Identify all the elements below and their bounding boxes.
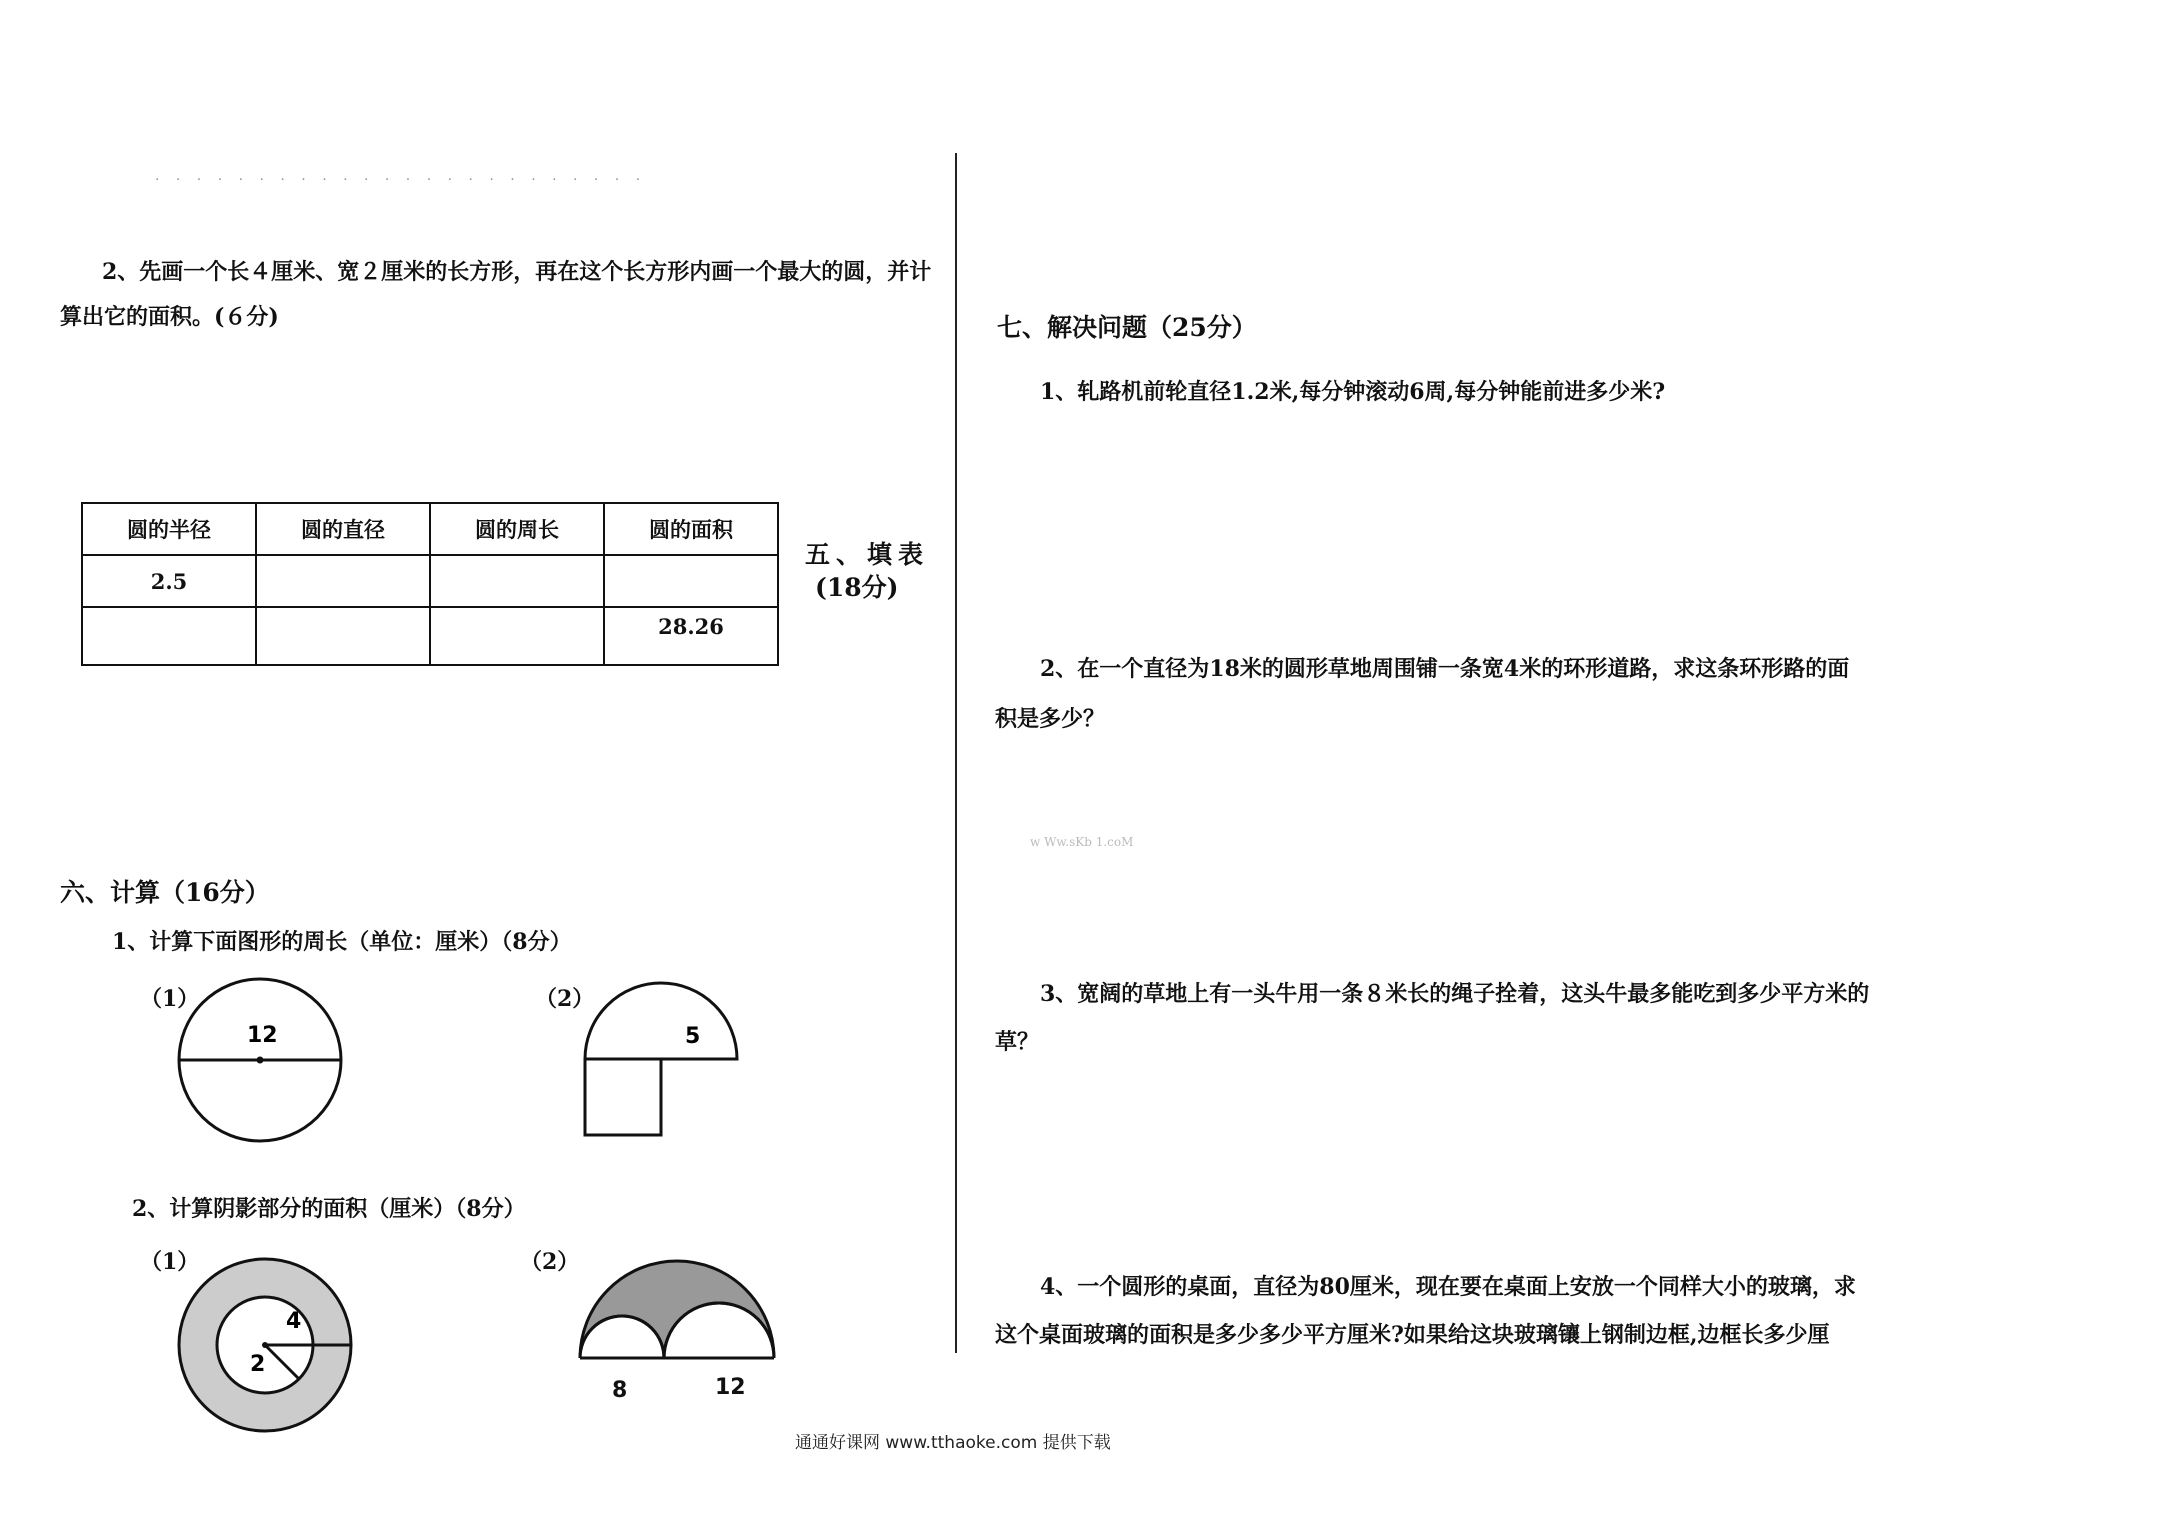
calc-2-title: 2、计算阴影部分的面积（厘米）（8分）	[132, 1196, 526, 1222]
center-dot	[257, 1057, 264, 1064]
problem-4-line-2: 这个桌面玻璃的面积是多少多少平方厘米?如果给这块玻璃镶上钢制边框,边框长多少厘	[995, 1322, 1830, 1348]
table-cell: 28.26	[604, 607, 778, 665]
dotted-line: . . . . . . . . . . . . . . . . . . . . . . . .	[155, 168, 647, 184]
table-cell	[430, 607, 604, 665]
section-5-points: (18分)	[815, 573, 899, 602]
table-header-cell: 圆的周长	[430, 503, 604, 555]
semicircles-figure	[575, 1252, 785, 1397]
table-cell: 2.5	[82, 555, 256, 607]
table-cell	[256, 555, 430, 607]
calc-1-fig-2-label: （2）	[535, 986, 595, 1012]
outer-radius-label: 4	[286, 1309, 302, 1334]
table-cell	[430, 555, 604, 607]
column-divider	[955, 153, 957, 1353]
diameter-label: 12	[247, 1023, 278, 1048]
problem-2-line-2: 积是多少？	[995, 706, 1106, 732]
semicircle-square-figure	[575, 968, 750, 1148]
problem-2-line-1: 2、在一个直径为18米的圆形草地周围铺一条宽4米的环形道路，求这条环形路的面	[1040, 656, 1850, 682]
calc-1-title: 1、计算下面图形的周长（单位：厘米）（8分）	[112, 929, 572, 955]
calc-2-fig-2-label: （2）	[520, 1249, 580, 1275]
table-row	[82, 607, 778, 665]
radius-label: 5	[685, 1024, 701, 1049]
table-cell	[256, 607, 430, 665]
table-cell	[604, 555, 778, 607]
problem-4-line-1: 4、一个圆形的桌面，直径为80厘米，现在要在桌面上安放一个同样大小的玻璃，求	[1040, 1274, 1856, 1300]
question-2-line-2: 算出它的面积。(６分)	[60, 304, 279, 330]
table-header-cell: 圆的半径	[82, 503, 256, 555]
section-5-title: 五、填表	[805, 540, 930, 569]
problem-3-line-2: 草？	[995, 1029, 1040, 1055]
circle-figure	[170, 965, 350, 1155]
section-6-title: 六、计算（16分）	[60, 878, 270, 907]
calc-1-fig-1-label: （1）	[140, 986, 200, 1012]
ring-figure	[170, 1250, 360, 1440]
problem-3-line-1: 3、宽阔的草地上有一头牛用一条８米长的绳子拴着，这头牛最多能吃到多少平方米的	[1040, 981, 1870, 1007]
table-header-cell: 圆的面积	[604, 503, 778, 555]
table-cell	[82, 607, 256, 665]
section-7-title: 七、解决问题（25分）	[997, 313, 1257, 342]
question-2-line-1: 2、先画一个长４厘米、宽２厘米的长方形，再在这个长方形内画一个最大的圆，并计	[102, 259, 932, 285]
table-row	[82, 555, 778, 607]
square-outline	[585, 1059, 661, 1135]
problem-1: 1、轧路机前轮直径1.2米,每分钟滚动6周,每分钟能前进多少米?	[1040, 379, 1666, 405]
calc-2-fig-1-label: （1）	[140, 1249, 200, 1275]
right-diameter-label: 12	[715, 1375, 746, 1400]
table-header-row	[82, 503, 778, 555]
footer-text: 通通好课网 www.tthaoke.com 提供下载	[795, 1433, 1111, 1453]
table-header-cell: 圆的直径	[256, 503, 430, 555]
fill-table	[81, 502, 779, 666]
semicircle-outline	[585, 983, 737, 1059]
left-diameter-label: 8	[612, 1378, 628, 1403]
inner-radius-label: 2	[250, 1352, 266, 1377]
watermark: w Ww.sKb 1.coM	[1030, 835, 1134, 849]
center-dot	[262, 1342, 268, 1348]
